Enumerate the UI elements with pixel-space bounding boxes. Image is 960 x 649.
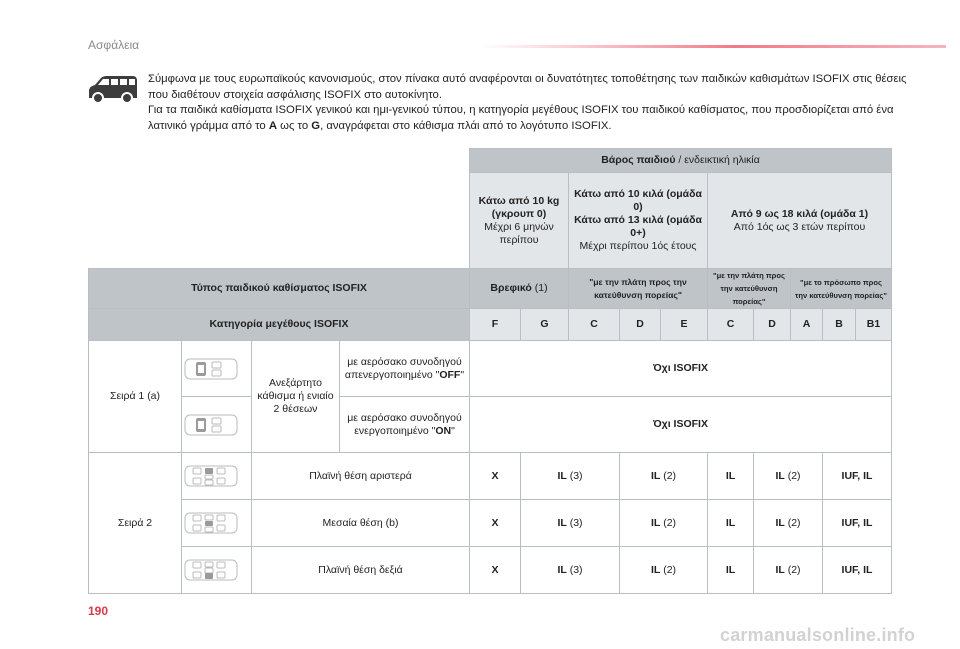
- seat-icon-cell: [182, 397, 252, 453]
- seat-icon-cell: [182, 500, 252, 547]
- size-class: E: [661, 309, 708, 341]
- row2-label: Σειρά 2: [89, 453, 182, 594]
- seat-type-label: Τύπος παιδικού καθίσματος ISOFIX: [89, 269, 470, 309]
- group-0-cell: Κάτω από 10 kg (γκρουπ 0) Μέχρι 6 μηνών περίπου: [470, 173, 569, 269]
- type-rear-facing: "με την πλάτη προς την κατεύθυνση πορείας": [569, 269, 708, 309]
- seat-type-row: [89, 269, 892, 309]
- size-class: C: [569, 309, 620, 341]
- row2-left: [89, 453, 892, 500]
- type-forward-facing: "με το πρόσωπο προς την κατεύθυνση πορείας": [791, 269, 892, 309]
- intro-paragraph-2: Για τα παιδικά καθίσματα ISOFIX γενικού και ημι-γενικού τύπου, η κατηγορία μεγέθους ISOFIX του παιδικού καθίσματος, που προσδιορίζεται από ένα λατινικό γράμμα από το A ως το G, αναγράφεται στο κάθισμα πλάι από το λογότυπο ISOFIX.: [148, 104, 894, 132]
- seat-diagram-icon: [184, 464, 238, 488]
- row1-seat-desc: Ανεξάρτητο κάθισμα ή ενιαίο 2 θέσεων: [252, 341, 340, 453]
- cell-il3: IL (3): [521, 500, 620, 547]
- size-class: D: [754, 309, 791, 341]
- section-title: Ασφάλεια: [88, 38, 140, 52]
- size-class: F: [470, 309, 521, 341]
- intro-paragraph-1: Σύμφωνα με τους ευρωπαϊκούς κανονισμούς, στον πίνακα αυτό αναφέρονται οι δυνατότητες τοποθέτησης των παιδικών καθισμάτων ISOFIX στις θέσεις που διαθέτουν στοιχεία ασφάλισης ISOFIX στο αυτοκίνητο.: [148, 73, 907, 101]
- size-class-row: [89, 309, 892, 341]
- seat-icon-cell: [182, 453, 252, 500]
- intro-text: [148, 72, 908, 134]
- cell-x: X: [470, 547, 521, 594]
- group-1-cell: Από 9 ως 18 κιλά (ομάδα 1) Από 1ός ως 3 ετών περίπου: [708, 173, 892, 269]
- airbag-off-desc: με αερόσακο συνοδηγού απενεργοποιημένο "OFF": [340, 341, 470, 397]
- row2-middle: [89, 500, 892, 547]
- row2-right: [89, 547, 892, 594]
- seat-icon-cell: [182, 547, 252, 594]
- size-class: A: [791, 309, 823, 341]
- group-0plus-cell: Κάτω από 10 κιλά (ομάδα 0) Κάτω από 13 κιλά (ομάδα 0+) Μέχρι περίπου 1ός έτους: [569, 173, 708, 269]
- weight-header-row: [89, 149, 892, 173]
- header-accent-bar: [480, 45, 946, 48]
- cell-il: IL: [708, 500, 754, 547]
- seat-diagram-icon: [184, 511, 238, 535]
- cell-il2: IL (2): [754, 547, 823, 594]
- cell-iuf-il: IUF, IL: [823, 547, 892, 594]
- position-name: Πλαϊνή θέση αριστερά: [252, 453, 470, 500]
- size-class: G: [521, 309, 569, 341]
- cell-x: X: [470, 500, 521, 547]
- cell-il2: IL (2): [620, 500, 708, 547]
- seat-diagram-icon: [184, 558, 238, 582]
- cell-il2: IL (2): [620, 547, 708, 594]
- cell-x: X: [470, 453, 521, 500]
- cell-iuf-il: IUF, IL: [823, 453, 892, 500]
- page-number: 190: [88, 604, 109, 618]
- no-isofix-off: Όχι ISOFIX: [470, 341, 892, 397]
- weight-header: Βάρος παιδιού / ενδεικτική ηλικία: [470, 149, 892, 173]
- type-infant: Βρεφικό (1): [470, 269, 569, 309]
- seat-icon-cell: [182, 341, 252, 397]
- position-name: Μεσαία θέση (b): [252, 500, 470, 547]
- size-class: B: [823, 309, 856, 341]
- cell-il2: IL (2): [754, 500, 823, 547]
- size-class: B1: [856, 309, 892, 341]
- row1-airbag-off: [89, 341, 892, 397]
- no-isofix-on: Όχι ISOFIX: [470, 397, 892, 453]
- type-rear-facing-small: "με την πλάτη προς την κατεύθυνση πορείας": [708, 269, 791, 309]
- size-class: C: [708, 309, 754, 341]
- row1-label: Σειρά 1 (a): [89, 341, 182, 453]
- size-class: D: [620, 309, 661, 341]
- seat-diagram-icon: [184, 413, 238, 437]
- row1-airbag-on: [89, 397, 892, 453]
- cell-il3: IL (3): [521, 547, 620, 594]
- weight-groups-row: [89, 173, 892, 269]
- cell-il2: IL (2): [754, 453, 823, 500]
- cell-il2: IL (2): [620, 453, 708, 500]
- isofix-table: [88, 148, 892, 594]
- size-class-label: Κατηγορία μεγέθους ISOFIX: [89, 309, 470, 341]
- airbag-on-desc: με αερόσακο συνοδηγού ενεργοποιημένο "ON": [340, 397, 470, 453]
- cell-iuf-il: IUF, IL: [823, 500, 892, 547]
- watermark-text: carmanualsonline.info: [720, 625, 916, 645]
- cell-il: IL: [708, 453, 754, 500]
- cell-il: IL: [708, 547, 754, 594]
- seat-diagram-icon: [184, 357, 238, 381]
- position-name: Πλαϊνή θέση δεξιά: [252, 547, 470, 594]
- cell-il3: IL (3): [521, 453, 620, 500]
- car-icon: [87, 72, 139, 106]
